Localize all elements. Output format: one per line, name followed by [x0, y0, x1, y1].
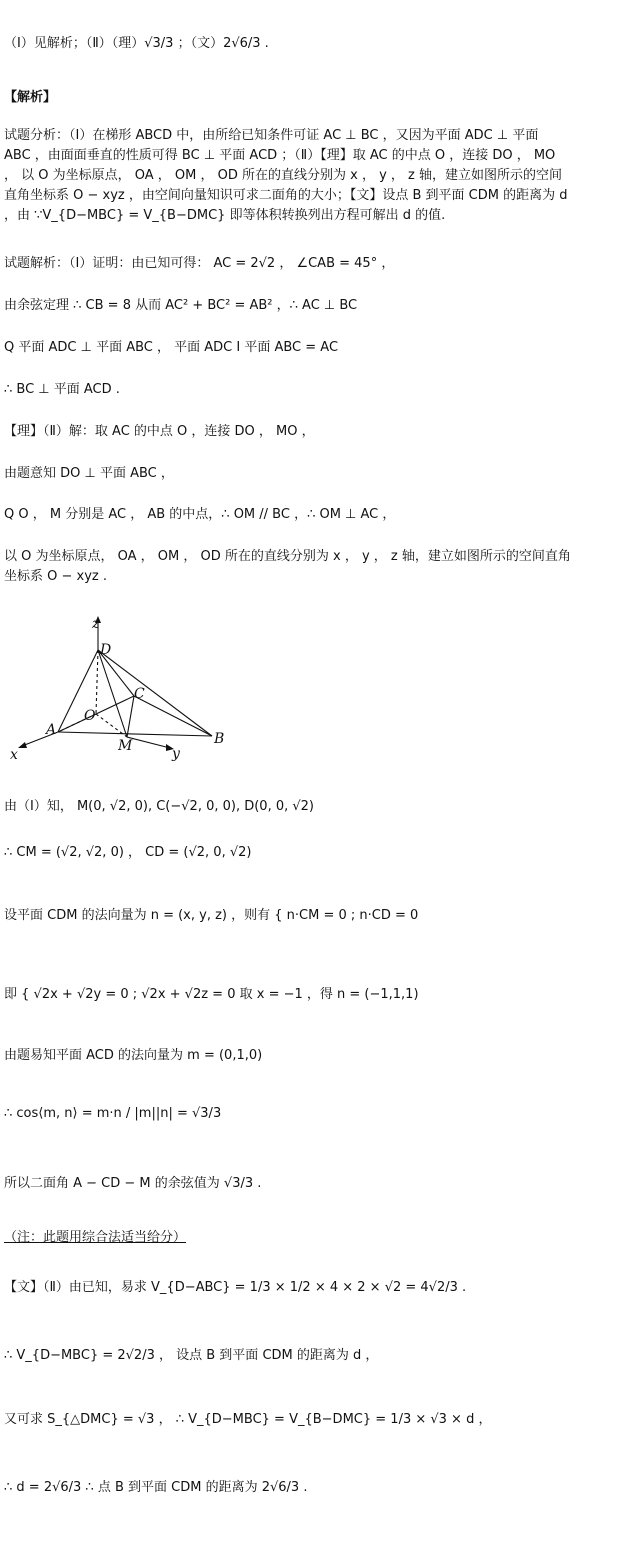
solution-line-3: Q 平面 ADC ⊥ 平面 ABC ， 平面 ADC I 平面 ABC = AC	[4, 340, 339, 355]
solution-line-5: 【理】（Ⅱ）解：取 AC 的中点 O ，连接 DO ， MO ，	[4, 424, 315, 439]
wen-line-3: 又可求 S_{△DMC} = √3 ， ∴ V_{D−MBC} = V_{B−DMC} = 1/3 × √3 × d ，	[4, 1412, 492, 1427]
edge-ab	[58, 732, 212, 736]
label-c: C	[134, 686, 145, 702]
tetrahedron-figure	[0, 610, 260, 770]
solution-line-6: 由题意知 DO ⊥ 平面 ABC ，	[4, 466, 174, 481]
solution-line-1: 试题解析：（Ⅰ）证明：由已知可得： AC = 2√2 ， ∠CAB = 45° ，	[4, 256, 395, 271]
analysis-line-4: 直角坐标系 O − xyz ，由空间向量知识可求二面角的大小；【文】设点 B 到平面 CDM 的距离为 d	[4, 188, 568, 203]
grading-note: （注：此题用综合法适当给分）	[4, 1230, 187, 1245]
vector-line-1: 由（Ⅰ）知， M(0, √2, 0), C(−√2, 0, 0), D(0, 0, √2)	[4, 799, 315, 814]
analysis-line-5: ，由 ∵V_{D−MBC} = V_{B−DMC} 即等体积转换列出方程可解出 d 的值.	[4, 208, 446, 223]
wen-line-4: ∴ d = 2√6/3 ∴ 点 B 到平面 CDM 的距离为 2√6/3 .	[4, 1480, 308, 1495]
edge-mc	[127, 696, 134, 737]
solution-line-8: 以 O 为坐标原点， OA ， OM ， OD 所在的直线分别为 x ， y ， z 轴，建立如图所示的空间直角	[4, 549, 571, 564]
label-z: z	[92, 616, 100, 632]
y-axis	[127, 737, 170, 748]
vector-line-7: 所以二面角 A − CD − M 的余弦值为 √3/3 .	[4, 1176, 262, 1191]
label-m: M	[118, 738, 133, 754]
wen-line-1: 【文】（Ⅱ）由已知，易求 V_{D−ABC} = 1/3 × 1/2 × 4 × 2 × √2 = 4√2/3 .	[4, 1280, 467, 1295]
solution-line-4: ∴ BC ⊥ 平面 ACD .	[4, 382, 120, 397]
label-a: A	[46, 722, 57, 738]
analysis-line-1: 试题分析：（Ⅰ）在梯形 ABCD 中，由所给已知条件可证 AC ⊥ BC ，又因为平面 ADC ⊥ 平面	[4, 128, 539, 143]
vector-line-4: 即 { √2x + √2y = 0 ; √2x + √2z = 0 取 x = −1 ，得 n = (−1,1,1)	[4, 987, 419, 1002]
label-o: O	[84, 708, 96, 724]
vector-line-3: 设平面 CDM 的法向量为 n = (x, y, z) ，则有 { n·CM = 0 ; n·CD = 0	[4, 908, 419, 923]
section-heading: 【解析】	[4, 90, 57, 105]
solution-line-9: 坐标系 O − xyz .	[4, 569, 107, 584]
edge-db	[98, 650, 212, 736]
solution-line-7: Q O ， M 分别是 AC ， AB 的中点，∴ OM // BC ，∴ OM ⊥ AC ，	[4, 507, 396, 522]
dashed-do	[96, 650, 98, 714]
vector-line-5: 由题易知平面 ACD 的法向量为 m = (0,1,0)	[4, 1048, 263, 1063]
wen-line-2: ∴ V_{D−MBC} = 2√2/3 ， 设点 B 到平面 CDM 的距离为 d ，	[4, 1348, 379, 1363]
answer-line: （Ⅰ）见解析；（Ⅱ）（理）√3/3 ；（文）2√6/3 .	[4, 36, 269, 51]
edge-cb	[134, 696, 212, 736]
solution-line-2: 由余弦定理 ∴ CB = 8 从而 AC² + BC² = AB² ，∴ AC ⊥ BC	[4, 298, 358, 313]
label-y: y	[172, 746, 180, 762]
x-arrow-icon	[18, 742, 27, 748]
analysis-line-2: ABC ，由面面垂直的性质可得 BC ⊥ 平面 ACD ；（Ⅱ）【理】取 AC 的中点 O ，连接 DO ， MO	[4, 148, 556, 163]
label-x: x	[10, 747, 18, 763]
label-b: B	[214, 731, 225, 747]
label-d: D	[100, 642, 112, 658]
edge-dm	[98, 650, 127, 737]
vector-line-2: ∴ CM = (√2, √2, 0) ， CD = (√2, 0, √2)	[4, 845, 252, 860]
analysis-line-3: ， 以 O 为坐标原点， OA ， OM ， OD 所在的直线分别为 x ， y ， z 轴，建立如图所示的空间	[4, 168, 563, 183]
vector-line-6: ∴ cos⟨m, n⟩ = m·n / |m||n| = √3/3	[4, 1106, 222, 1121]
